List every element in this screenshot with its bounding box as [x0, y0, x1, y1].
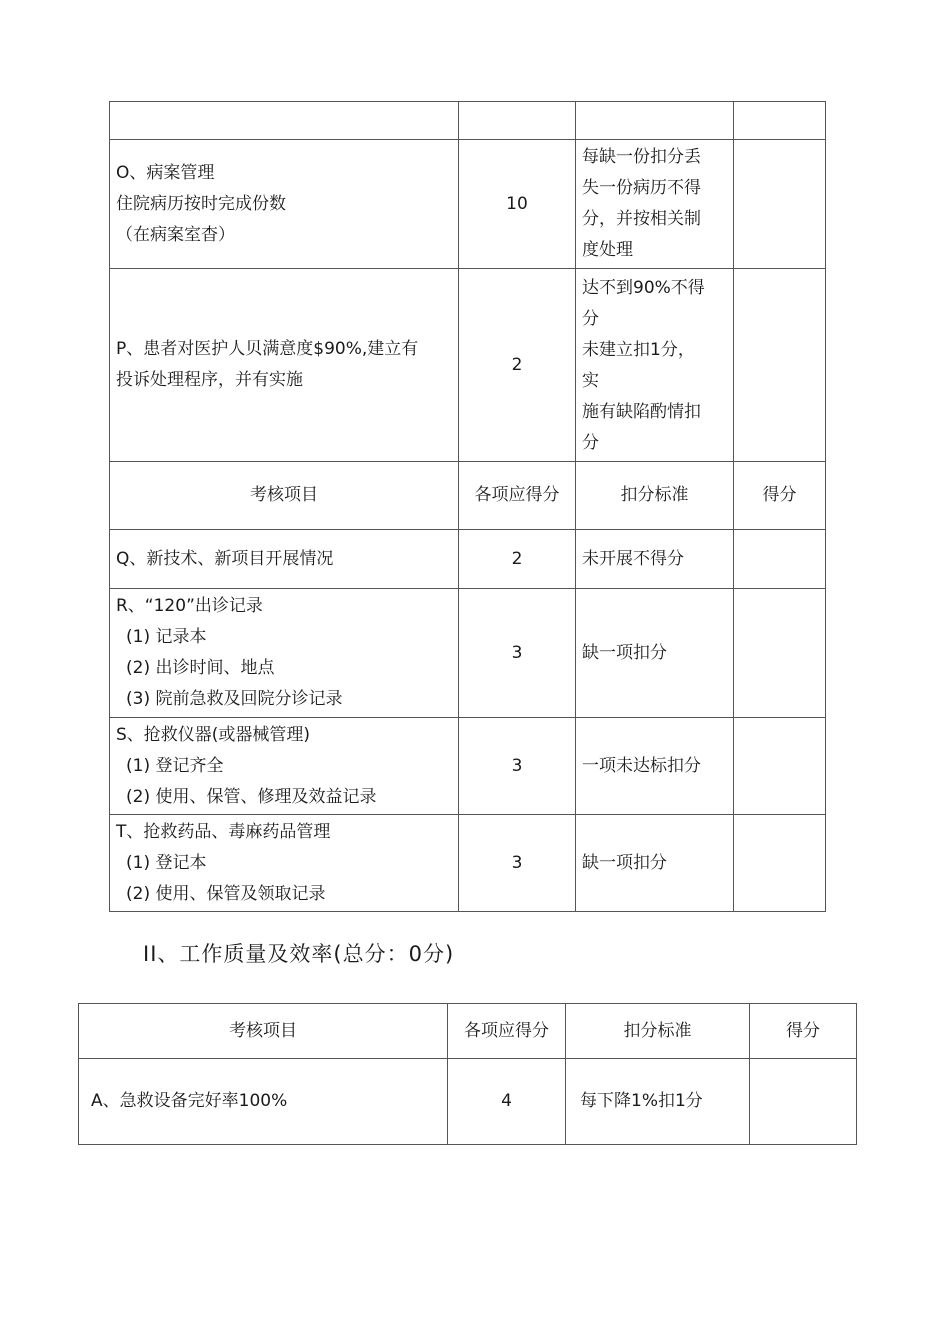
standard-line: 一项未达标扣分	[582, 755, 701, 776]
table-header-row	[79, 1004, 857, 1059]
score-cell[interactable]	[734, 530, 826, 589]
standard-line: 分，并按相关制	[582, 209, 701, 229]
standard-line: 缺一项扣分	[582, 642, 667, 663]
header-score: 得分	[734, 462, 826, 530]
empty-cell	[459, 102, 576, 140]
table-row	[110, 815, 826, 912]
standard-line: 分	[582, 433, 599, 453]
item-title: T、抢救药品、毒麻药品管理	[116, 821, 331, 842]
table-header-row	[110, 462, 826, 530]
item-detail: (2) 使用、保管及领取记录	[126, 883, 326, 904]
header-item: 考核项目	[110, 462, 459, 530]
points-cell: 2	[459, 269, 576, 462]
item-detail: (2) 使用、保管、修理及效益记录	[126, 786, 377, 807]
standard-cell	[576, 269, 734, 462]
item-cell	[110, 718, 459, 815]
item-title: P、患者对医护人贝满意度$90%,建立有	[116, 339, 419, 359]
score-cell[interactable]	[734, 589, 826, 718]
item-cell	[110, 530, 459, 589]
item-cell: A、急救设备完好率100%	[79, 1059, 448, 1145]
table-row	[110, 718, 826, 815]
standard-cell	[576, 530, 734, 589]
standard-line: 实	[582, 371, 599, 391]
standard-line: 未开展不得分	[582, 548, 684, 569]
header-points: 各项应得分	[459, 462, 576, 530]
item-detail: (1) 登记本	[126, 852, 207, 873]
header-standard: 扣分标准	[566, 1004, 750, 1059]
standard-line: 分	[582, 309, 599, 329]
assessment-table-2	[78, 1003, 857, 1145]
standard-line: 缺一项扣分	[582, 852, 667, 873]
standard-line: 度处理	[582, 240, 633, 260]
score-cell[interactable]	[734, 269, 826, 462]
assessment-table-1	[109, 101, 826, 912]
standard-cell	[576, 589, 734, 718]
item-cell	[110, 589, 459, 718]
item-detail: 投诉处理程序，并有实施	[116, 370, 303, 390]
item-title: S、抢救仪器(或器械管理)	[116, 724, 311, 745]
item-cell	[110, 815, 459, 912]
standard-line: 每缺一份扣分丢	[582, 147, 701, 167]
empty-cell	[734, 102, 826, 140]
score-cell[interactable]	[734, 815, 826, 912]
table-row	[79, 1059, 857, 1145]
table-row	[110, 140, 826, 269]
item-detail: 住院病历按时完成份数	[116, 193, 286, 214]
item-title: O、病案管理	[116, 162, 215, 183]
points-cell: 3	[459, 589, 576, 718]
points-cell: 3	[459, 718, 576, 815]
item-cell	[110, 140, 459, 269]
standard-cell	[576, 140, 734, 269]
table-row	[110, 589, 826, 718]
table-row	[110, 102, 826, 140]
header-score: 得分	[750, 1004, 857, 1059]
table-row	[110, 269, 826, 462]
empty-cell	[110, 102, 459, 140]
item-detail: （在病案室杳）	[116, 224, 235, 245]
standard-cell: 每下降1%扣1分	[566, 1059, 750, 1145]
standard-line: 未建立扣1分，	[582, 340, 695, 360]
item-cell	[110, 269, 459, 462]
points-cell: 3	[459, 815, 576, 912]
standard-cell	[576, 718, 734, 815]
item-detail: (1) 登记齐全	[126, 755, 224, 776]
standard-line: 达不到90%不得	[582, 278, 705, 298]
points-cell: 4	[448, 1059, 566, 1145]
points-cell: 10	[459, 140, 576, 269]
item-detail: (2) 出诊时间、地点	[126, 658, 275, 678]
empty-cell	[576, 102, 734, 140]
item-title: R、“120”出诊记录	[116, 596, 263, 616]
header-standard: 扣分标准	[576, 462, 734, 530]
score-cell[interactable]	[750, 1059, 857, 1145]
points-cell: 2	[459, 530, 576, 589]
score-cell[interactable]	[734, 140, 826, 269]
table-row	[110, 530, 826, 589]
header-points: 各项应得分	[448, 1004, 566, 1059]
item-detail: (1) 记录本	[126, 627, 207, 647]
standard-line: 施有缺陷酌情扣	[582, 402, 701, 422]
header-item: 考核项目	[79, 1004, 448, 1059]
item-title: Q、新技术、新项目开展情况	[116, 548, 334, 569]
standard-cell	[576, 815, 734, 912]
standard-line: 失一份病历不得	[582, 178, 701, 198]
score-cell[interactable]	[734, 718, 826, 815]
section-heading: II、工作质量及效率(总分：0分)	[143, 942, 455, 966]
item-detail: (3) 院前急救及回院分诊记录	[126, 689, 343, 709]
